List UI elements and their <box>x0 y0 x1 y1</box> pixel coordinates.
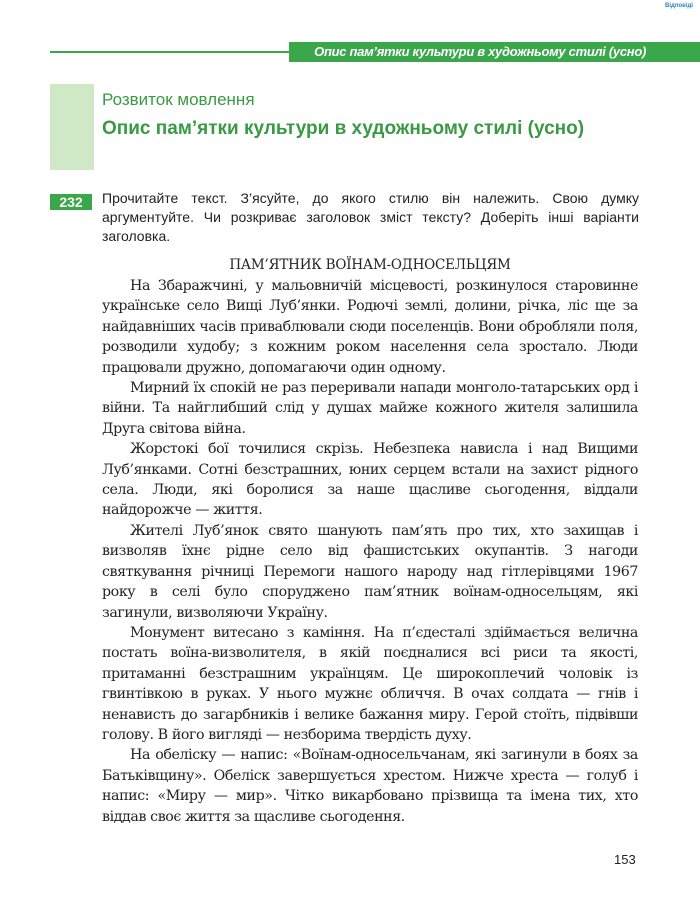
story-paragraph: На обеліску — напис: «Воїнам-односельчанам, які загинули в боях за Батьківщину». Обеліск завершується хрестом. Нижче хреста — голуб і напис: «Миру — мир». Чітко викарбовано прізвища та імена тих, хто віддав своє життя за щасливе сьогодення. <box>102 747 638 825</box>
section-accent-strip <box>50 84 94 170</box>
running-header-title: Опис пам’ятки культури в художньому стилі (усно) <box>289 42 700 62</box>
story-title: ПАМ’ЯТНИК ВОЇНАМ-ОДНОСЕЛЬЦЯМ <box>229 257 511 273</box>
section-title: Опис пам’ятки культури в художньому стилі (усно) <box>102 118 585 139</box>
story-text <box>102 250 638 827</box>
task-instructions: Прочитайте текст. З’ясуйте, до якого стилю він належить. Свою думку аргументуйте. Чи розкриває заголовок зміст тексту? Доберіть інші варіанти заголовка. <box>102 190 639 244</box>
section-label: Розвиток мовлення <box>102 90 255 109</box>
page-number: 153 <box>614 852 636 867</box>
section-heading-block <box>50 84 628 170</box>
story-paragraph: Жорстокі бої точилися скрізь. Небезпека нависла і над Вищими Луб’янками. Сотні безстрашних, юних серцем встали на захист рідного села. Люди, які боролися за наше щасливе сьогодення, віддали найдорожче — життя. <box>102 441 638 519</box>
task-number-badge: 232 <box>50 194 92 210</box>
story-paragraph: Жителі Луб’янок свято шанують пам’ять про тих, хто захищав і визволяв їхнє рідне село від фашистських окупантів. З нагоди святкування річниці Перемоги нашого народу над гітлерівцями 1967 року в селі було споруджено пам’ятник воїнам-односельцям, які загинули, визволяючи Україну. <box>102 522 638 621</box>
story-paragraph: Мирний їх спокій не раз переривали напади монголо-татарських орд і війни. Та найглибший слід у душах майже кожного жителя залишила Друга світова війна. <box>102 380 638 437</box>
story-paragraph: На Збаражчині, у мальовничій місцевості, розкинулося старовинне українське село Вищі Луб’янки. Родючі землі, долини, річка, ліс ще за найдавніших часів приваблювали сюди поселенців. Вони обробляли поля, розводили худобу; з кожним роком населення села зростало. Люди працювали дружно, допомагаючи один одному. <box>102 278 638 376</box>
header-rule <box>50 51 290 53</box>
running-header <box>0 42 700 62</box>
story-paragraph: Монумент витесано з каміння. На п’єдесталі здіймається велична постать воїна-визволителя, в якій поєдналися всі риси та якості, притаманні безстрашним українцям. Це широкоплечий чоловік із гвинтівкою в руках. У нього мужнє обличчя. В очах солдата — гнів і ненависть до загарбників і велике бажання миру. Герой стоїть, підвівши голову. В його вигляді — незборима твердість духу. <box>102 624 638 743</box>
corner-badge: Відповіді <box>665 3 693 9</box>
